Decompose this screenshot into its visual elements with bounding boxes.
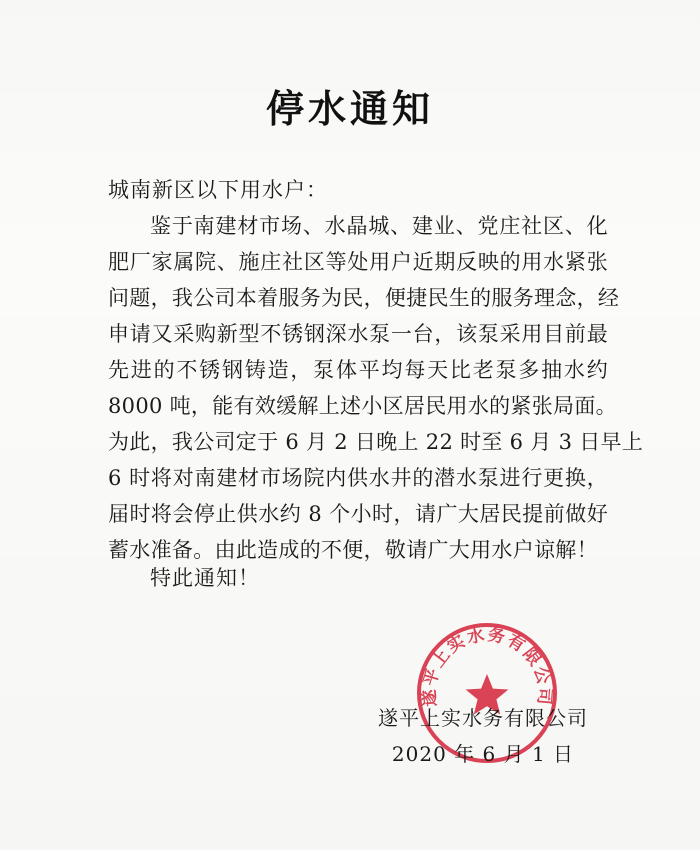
notice-title: 停水通知	[265, 87, 434, 131]
body-line: 问题，我公司本着服务为民，便捷民生的服务理念，经	[108, 286, 620, 310]
salutation: 城南新区以下用水户：	[108, 178, 328, 202]
body-line: 8000 吨，能有效缓解上述小区居民用水的紧张局面。	[108, 394, 617, 418]
body-line: 肥厂家属院、施庄社区等处用户近期反映的用水紧张	[108, 250, 608, 274]
seal-text: 遂平上实水务有限公司	[419, 624, 555, 708]
body-line: 6 时将对南建材市场院内供水井的潜水泵进行更换，	[108, 466, 608, 490]
body-line: 届时将会停止供水约 8 个小时，请广大居民提前做好	[108, 502, 608, 526]
body-line: 蓄水准备。由此造成的不便，敬请广大用水户谅解！	[108, 538, 598, 562]
body-line: 申请又采购新型不锈钢深水泵一台，该泵采用目前最	[108, 322, 608, 346]
body-line: 鉴于南建材市场、水晶城、建业、党庄社区、化	[150, 214, 608, 238]
body-line: 先进的不锈钢铸造，泵体平均每天比老泵多抽水约	[108, 358, 608, 382]
company-name: 遂平上实水务有限公司	[378, 706, 588, 730]
closing-remark: 特此通知！	[150, 566, 260, 590]
issue-date: 2020 年 6 月 1 日	[391, 742, 575, 766]
signature-block	[378, 700, 588, 772]
body-line: 为此，我公司定于 6 月 2 日晚上 22 时至 6 月 3 日早上	[108, 430, 644, 454]
